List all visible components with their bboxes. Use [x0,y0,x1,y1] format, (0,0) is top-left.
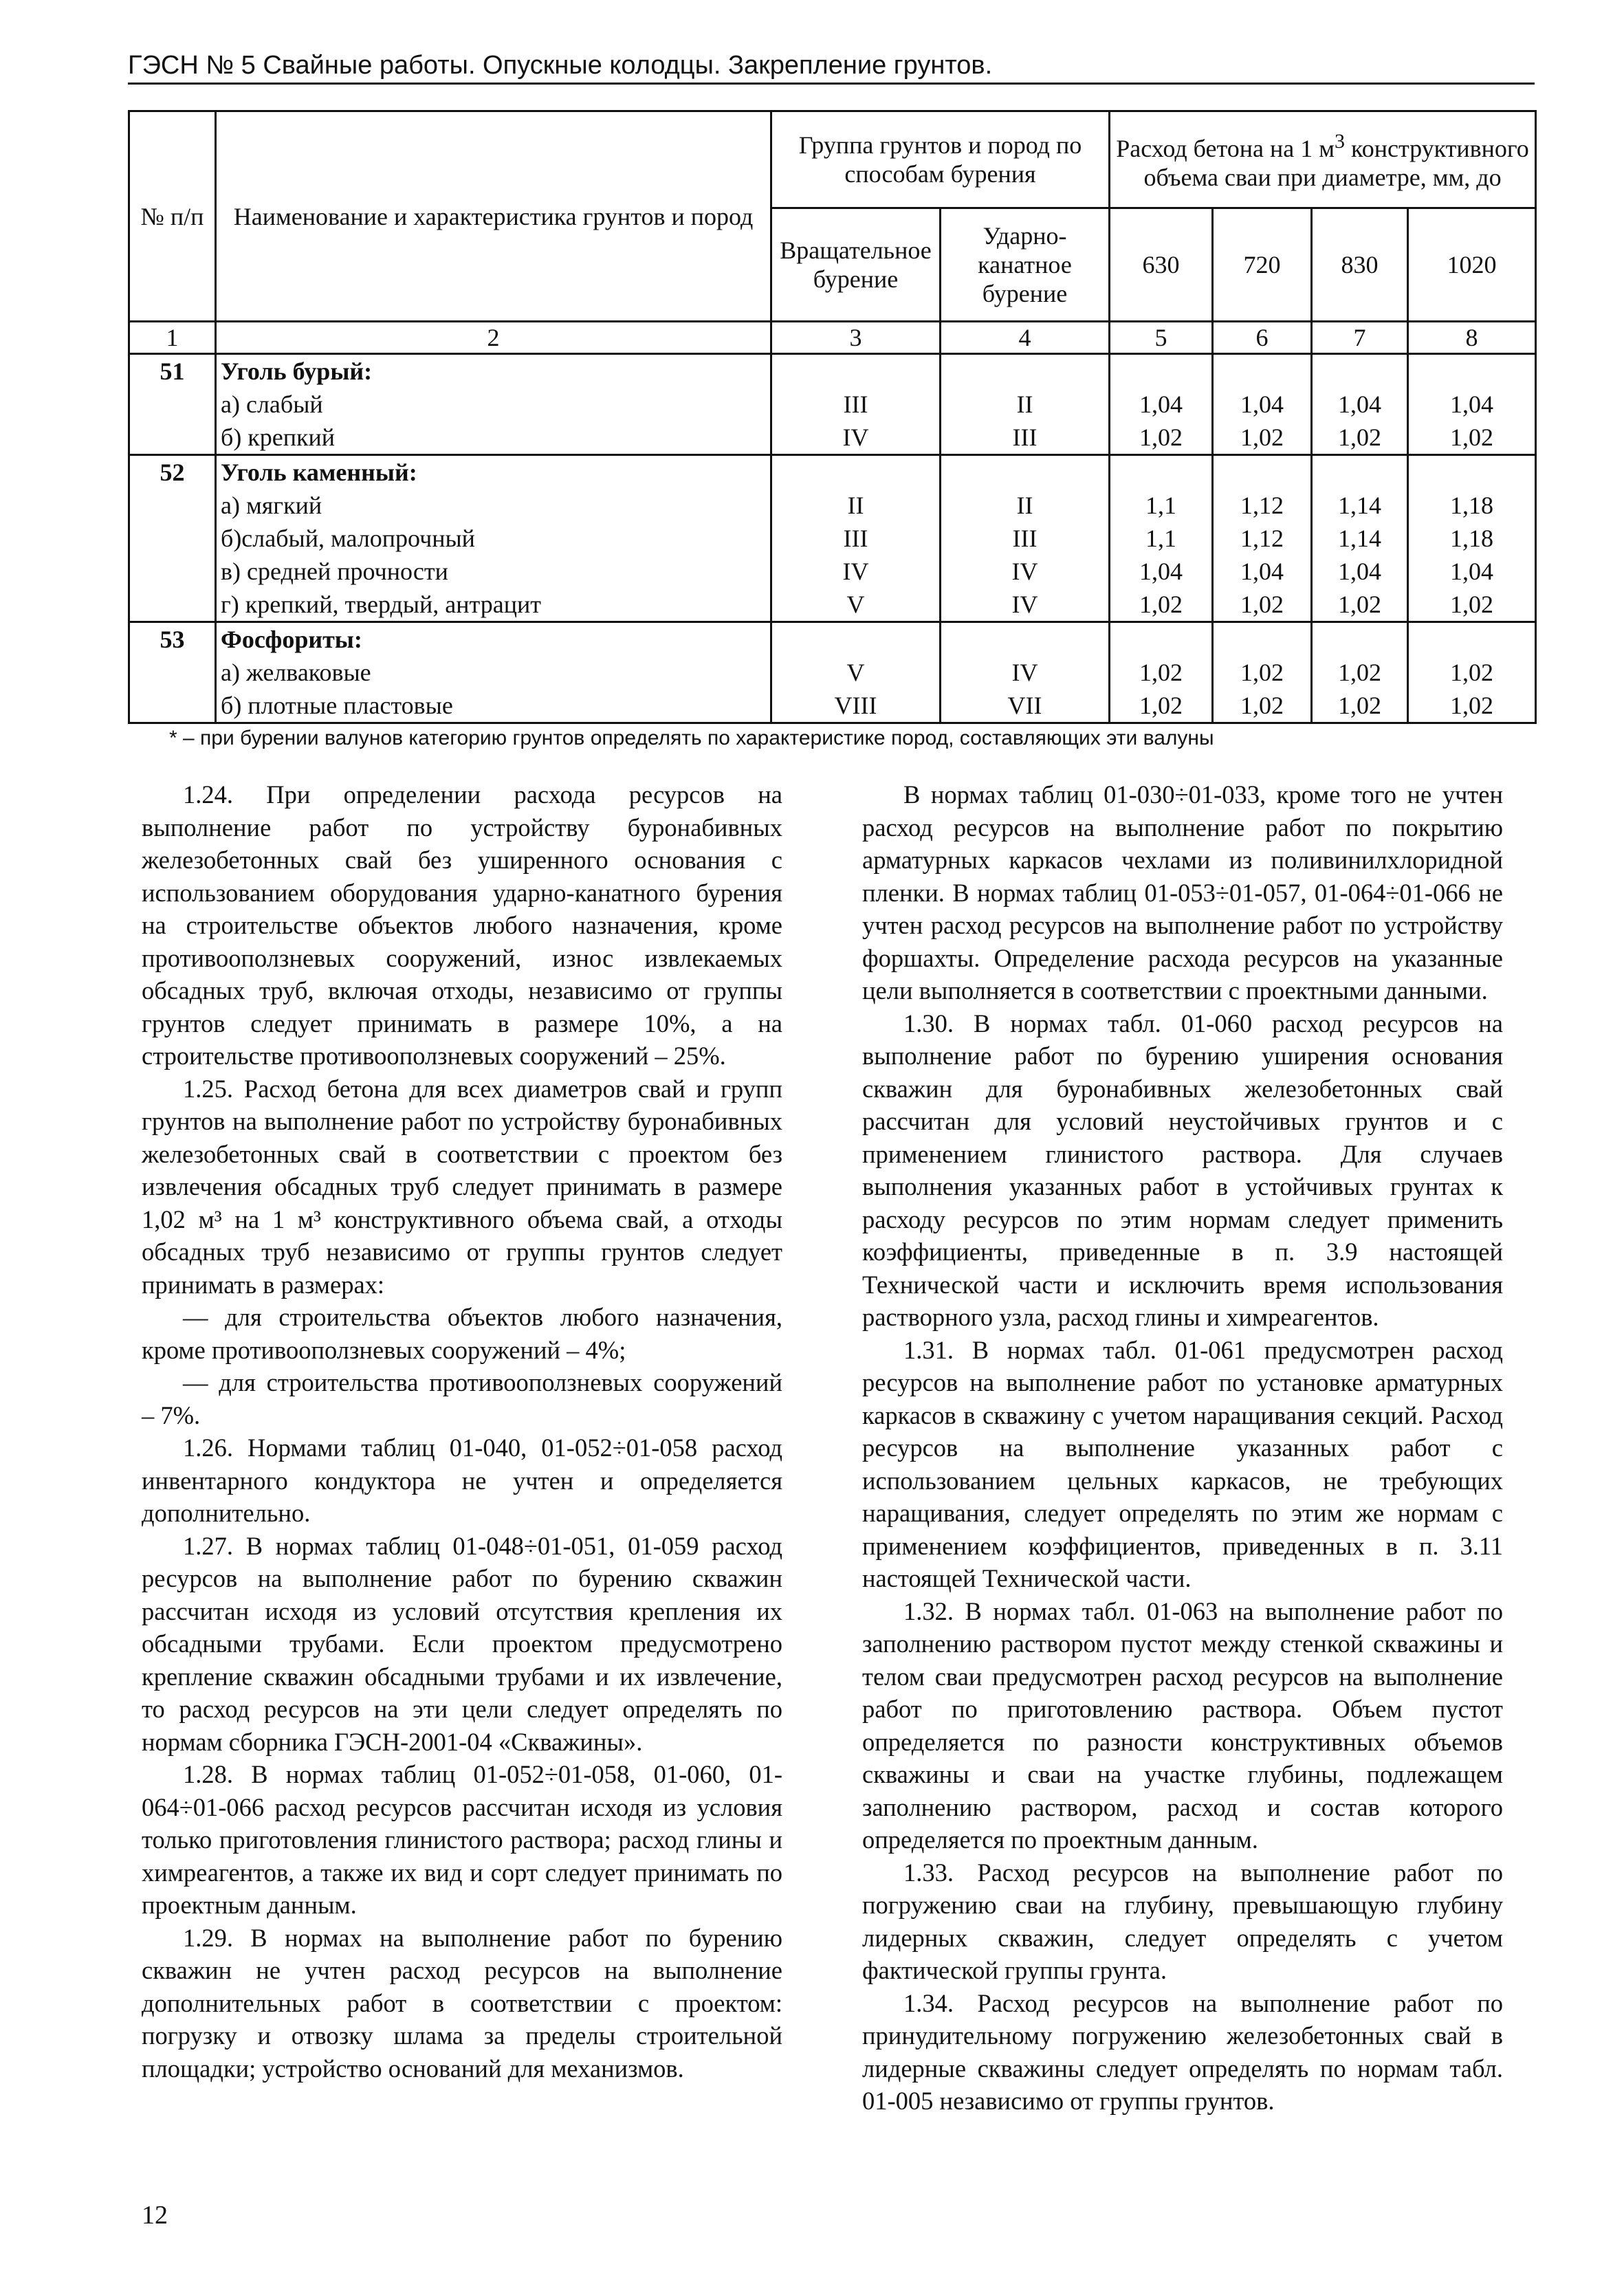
cell-value: 1,12 [1240,492,1284,519]
column-number-row [129,322,1536,354]
col-number: 6 [1213,322,1312,354]
soil-name: а) мягкий [221,492,322,519]
blank-line [1414,355,1529,388]
col-number: 1 [129,322,216,354]
cell-value: 1,02 [1338,424,1381,451]
cell-value: VII [1007,692,1042,719]
header-d720: 720 [1213,208,1312,322]
header-name: Наименование и характеристика грунтов и пород [216,111,771,322]
blank-line [1219,623,1305,656]
cell-value: 1,02 [1240,659,1284,686]
blank-line [778,355,934,388]
value-cell-perc [941,455,1110,622]
col-number: 8 [1408,322,1536,354]
blank-line [947,623,1103,656]
group-title: Фосфориты: [221,626,362,653]
group-title: Уголь бурый: [221,358,373,385]
cell-value: V [846,591,865,618]
cell-value: 1,02 [1338,692,1381,719]
value-cell-v720 [1213,455,1312,622]
paragraph: 1.33. Расход ресурсов на выполнение работ по погружению сваи на глубину, превышающую глубину лидерных скважин, следует определять с учетом фактической группы грунта. [862,1858,1503,1984]
cell-value: IV [1011,591,1038,618]
value-cell-rot [771,622,941,723]
value-cell-v720 [1213,354,1312,455]
blank-line [778,456,934,489]
blank-line [1116,623,1206,656]
soil-name: б)слабый, малопрочный [221,525,475,552]
cell-value: 1,04 [1450,558,1494,585]
cell-value: 1,02 [1450,659,1494,686]
value-cell-v1020 [1408,354,1536,455]
cell-value: 1,1 [1145,492,1176,519]
header-d830: 830 [1312,208,1408,322]
value-cell-v830 [1312,354,1408,455]
header-concrete-sup: 3 [1335,130,1346,153]
cell-value: 1,18 [1450,492,1494,519]
header-rotary: Вращательное бурение [771,208,941,322]
cell-value: II [1016,492,1033,519]
col-number: 4 [941,322,1110,354]
paragraph: 1.29. В нормах на выполнение работ по бурению скважин не учтен расход ресурсов на выполнение дополнительных работ в соответствии с проектом: погрузку и отвозку шлама за пределы строительной площадки; устройство оснований для механизмов. [142,1923,782,2083]
value-cell-perc [941,622,1110,723]
paragraph: 1.26. Нормами таблиц 01-040, 01-052÷01-058 расход инвентарного кондуктора не учтен и определяется дополнительно. [142,1434,782,1527]
cell-value: III [843,391,868,418]
row-number-text: 51 [160,358,185,385]
col-number: 7 [1312,322,1408,354]
col-number: 2 [216,322,771,354]
row-number [129,455,216,622]
header-group: Группа грунтов и пород по способам бурения [771,111,1110,208]
cell-value: 1,02 [1338,659,1381,686]
cell-value: 1,04 [1450,391,1494,418]
row-name-cell [216,455,771,622]
blank-line [778,623,934,656]
cell-value: IV [1011,558,1038,585]
paragraph: 1.31. В нормах табл. 01-061 предусмотрен расход ресурсов на выполнение работ по установке арматурных каркасов в скважину с учетом наращивания секций. Расход ресурсов на выполнение указанных работ с использованием цельных каркасов, не требующих наращивания, следует определять по этим же нормам с применением коэффициентов, приведенных в п. 3.11 настоящей Технической части. [862,1335,1503,1592]
value-cell-perc [941,354,1110,455]
cell-value: 1,04 [1338,558,1381,585]
cell-value: 1,04 [1338,391,1381,418]
value-cell-v630 [1110,455,1213,622]
soil-name: а) слабый [221,391,323,418]
running-header: ГЭСН № 5 Свайные работы. Опускные колодцы. Закрепление грунтов. [128,50,1535,85]
blank-line [1414,623,1529,656]
soil-name: а) желваковые [221,659,371,686]
paragraph: 1.32. В нормах табл. 01-063 на выполнение работ по заполнению раствором пустот между стенкой скважины и телом сваи предусмотрен расход ресурсов на выполнение работ по приготовлению раствора. Объем пустот определяется по разности конструктивных объемов скважины и сваи на участке глубины, подлежащем заполнению раствором, расход и состав которого определяется по проектным данным. [862,1596,1503,1854]
group-title: Уголь каменный: [221,459,417,486]
blank-line [1318,355,1401,388]
cell-value: II [1016,391,1033,418]
header-d630: 630 [1110,208,1213,322]
col-number: 3 [771,322,941,354]
cell-value: IV [842,424,869,451]
cell-value: 1,02 [1139,424,1183,451]
cell-value: 1,04 [1240,391,1284,418]
blank-line [1116,456,1206,489]
blank-line [1116,355,1206,388]
header-num: № п/п [129,111,216,322]
cell-value: 1,02 [1240,692,1284,719]
soil-name: б) плотные пластовые [221,692,453,719]
cell-value: 1,02 [1139,659,1183,686]
blank-line [1318,623,1401,656]
cell-value: IV [842,558,869,585]
cell-value: 1,02 [1450,424,1494,451]
cell-value: 1,14 [1338,525,1381,552]
cell-value: III [1012,525,1038,552]
paragraph: — для строительства объектов любого назначения, кроме противооползневых сооружений – 4%; [142,1303,782,1364]
cell-value: 1,18 [1450,525,1494,552]
value-cell-v1020 [1408,455,1536,622]
cell-value: 1,02 [1139,591,1183,618]
cell-value: 1,04 [1240,558,1284,585]
header-concrete-prefix: Расход бетона на 1 м [1116,135,1335,162]
table-row [129,455,1536,622]
value-cell-v720 [1213,622,1312,723]
page-number: 12 [142,2201,168,2230]
cell-value: VIII [834,692,877,719]
cell-value: 1,02 [1240,591,1284,618]
paragraph: 1.28. В нормах таблиц 01-052÷01-058, 01-060, 01-064÷01-066 расход ресурсов рассчитан исходя из условия только приготовления глинистого раствора; расход глины и химреагентов, а также их вид и сорт следует принимать по проектным данным. [142,1760,782,1919]
cell-value: 1,02 [1338,591,1381,618]
cell-value: 1,02 [1240,424,1284,451]
value-cell-v630 [1110,622,1213,723]
table-footnote: * – при бурении валунов категорию грунтов определять по характеристике пород, составляющих эти валуны [169,727,1214,749]
soil-name: г) крепкий, твердый, антрацит [221,591,541,618]
cell-value: III [1012,424,1038,451]
blank-line [947,355,1103,388]
header-percussion: Ударно-канатное бурение [941,208,1110,322]
row-name-cell [216,622,771,723]
cell-value: 1,02 [1139,692,1183,719]
blank-line [1219,355,1305,388]
cell-value: III [843,525,868,552]
paragraph: В нормах таблиц 01-030÷01-033, кроме того не учтен расход ресурсов на выполнение работ по покрытию арматурных каркасов чехлами из поливинилхлоридной пленки. В нормах таблиц 01-053÷01-057, 01-064÷01-066 не учтен расход ресурсов на выполнение работ по устройству форшахты. Определение расхода ресурсов на указанные цели выполняется в соответствии с проектными данными. [862,780,1503,1004]
value-cell-rot [771,354,941,455]
cell-value: 1,02 [1450,692,1494,719]
soil-table [128,110,1537,724]
value-cell-rot [771,455,941,622]
cell-value: 1,04 [1139,558,1183,585]
left-text-column [142,778,782,2085]
blank-line [1414,456,1529,489]
header-d1020: 1020 [1408,208,1536,322]
row-number [129,354,216,455]
cell-value: 1,02 [1450,591,1494,618]
paragraph: — для строительства противооползневых сооружений – 7%. [142,1368,782,1429]
table-row [129,622,1536,723]
paragraph: 1.30. В нормах табл. 01-060 расход ресурсов на выполнение работ по бурению уширения основания скважин для буронабивных железобетонных свай рассчитан для условий неустойчивых грунтов и с применением глинистого раствора. Для случаев выполнения указанных работ в устойчивых грунтах к расходу ресурсов по этим нормам следует применить коэффициенты, приведенные в п. 3.9 настоящей Технической части и исключить время использования растворного узла, расход глины и химреагентов. [862,1009,1503,1331]
row-number-text: 52 [160,459,185,486]
cell-value: V [846,659,865,686]
cell-value: 1,12 [1240,525,1284,552]
soil-name: в) средней прочности [221,558,448,585]
blank-line [1219,456,1305,489]
soil-name: б) крепкий [221,424,336,451]
blank-line [947,456,1103,489]
value-cell-v830 [1312,455,1408,622]
value-cell-v1020 [1408,622,1536,723]
paragraph: 1.24. При определении расхода ресурсов на выполнение работ по устройству буронабивных железобетонных свай без уширенного основания с использованием оборудования ударно-канатного бурения на строительстве объектов любого назначения, кроме противооползневых сооружений, износ извлекаемых обсадных труб, включая отходы, независимо от группы грунтов следует принимать в размере 10%, а на строительстве противооползневых сооружений – 25%. [142,780,782,1070]
right-text-column [862,778,1503,2118]
cell-value: 1,14 [1338,492,1381,519]
paragraph: 1.27. В нормах таблиц 01-048÷01-051, 01-059 расход ресурсов на выполнение работ по бурению скважин рассчитан исходя из условий отсутствия крепления их обсадными трубами. Если проектом предусмотрено крепление скважин обсадными трубами и их извлечение, то расход ресурсов на эти цели следует определять по нормам сборника ГЭСН-2001-04 «Скважины». [142,1531,782,1756]
paragraph: 1.25. Расход бетона для всех диаметров свай и групп грунтов на выполнение работ по устройству буронабивных железобетонных свай в соответствии с проектом без извлечения обсадных труб следует принимать в размере 1,02 м³ на 1 м³ конструктивного объема свай, а отходы обсадных труб независимо от группы грунтов следует принимать в размерах: [142,1074,782,1299]
table-row [129,354,1536,455]
cell-value: 1,1 [1145,525,1176,552]
cell-value: II [847,492,864,519]
col-number: 5 [1110,322,1213,354]
row-name-cell [216,354,771,455]
cell-value: IV [1011,659,1038,686]
row-number-text: 53 [160,626,185,653]
value-cell-v630 [1110,354,1213,455]
paragraph: 1.34. Расход ресурсов на выполнение работ по принудительному погружению железобетонных свай в лидерные скважины следует определять по нормам табл. 01-005 независимо от группы грунтов. [862,1988,1503,2115]
row-number [129,622,216,723]
cell-value: 1,04 [1139,391,1183,418]
blank-line [1318,456,1401,489]
value-cell-v830 [1312,622,1408,723]
header-concrete [1110,111,1536,208]
header-concrete-suffix: конструктивного объема сваи при диаметре, мм, до [1143,135,1529,191]
